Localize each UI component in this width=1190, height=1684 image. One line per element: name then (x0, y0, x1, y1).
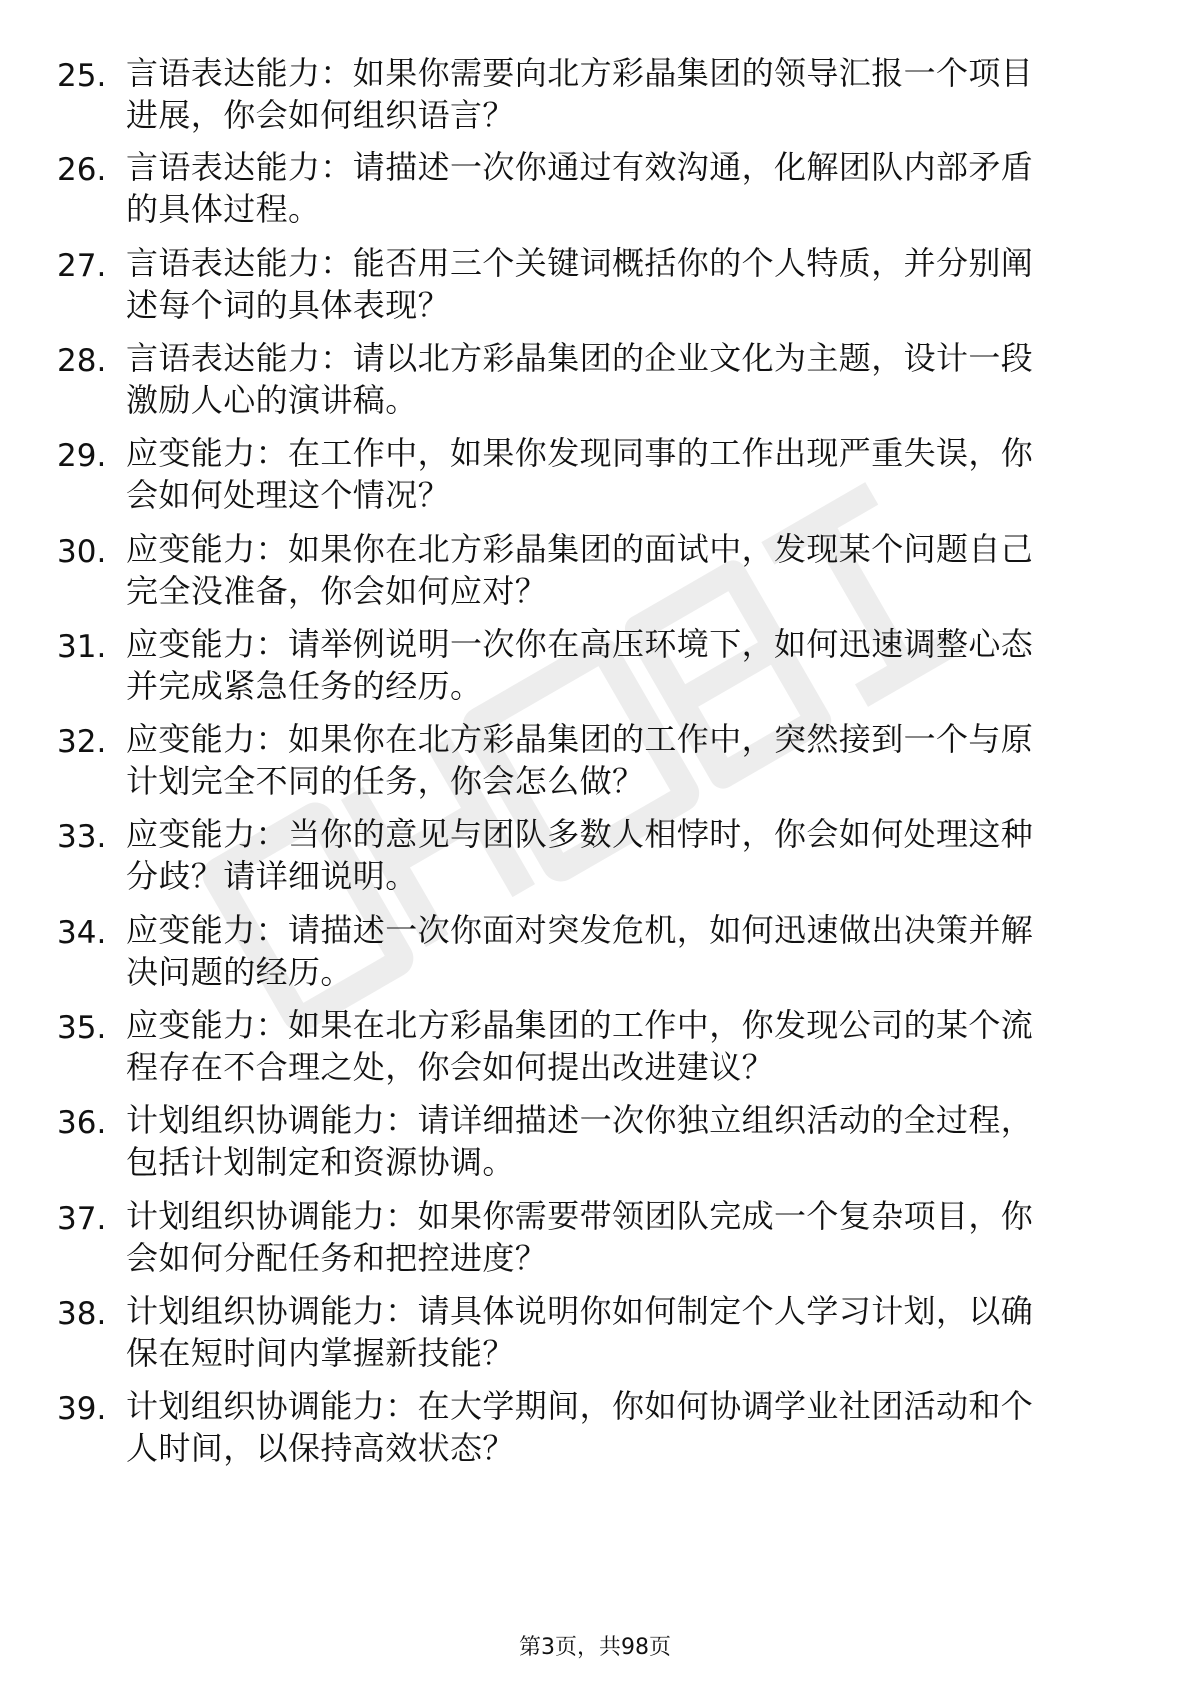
question-number: 31. (57, 629, 107, 665)
page-footer: 第3页，共98页 (519, 1635, 671, 1660)
question-text-line-1: 应变能力：在工作中，如果你发现同事的工作出现严重失误，你 (126, 434, 1034, 472)
question-text-line-1: 计划组织协调能力：请具体说明你如何制定个人学习计划，以确 (126, 1292, 1034, 1330)
question-number: 29. (57, 438, 107, 474)
question-text-line-1: 应变能力：当你的意见与团队多数人相悖时，你会如何处理这种 (126, 815, 1034, 853)
question-item (0, 528, 1190, 618)
question-item (0, 337, 1190, 427)
question-text-line-2: 决问题的经历。 (126, 953, 353, 991)
question-text (126, 623, 1106, 707)
question-text (126, 718, 1106, 802)
question-text-line-1: 应变能力：请举例说明一次你在高压环境下，如何迅速调整心态 (126, 625, 1034, 663)
question-text (126, 337, 1106, 421)
question-text-line-1: 言语表达能力：请以北方彩晶集团的企业文化为主题，设计一段 (126, 339, 1034, 377)
question-number: 25. (57, 58, 107, 94)
question-text-line-1: 应变能力：如果在北方彩晶集团的工作中，你发现公司的某个流 (126, 1006, 1034, 1044)
question-number: 39. (57, 1391, 107, 1427)
question-text-line-2: 的具体过程。 (126, 190, 321, 228)
question-text-line-1: 言语表达能力：能否用三个关键词概括你的个人特质，并分别阐 (126, 244, 1034, 282)
question-item (0, 146, 1190, 236)
question-text-line-2: 程存在不合理之处，你会如何提出改进建议？ (126, 1048, 775, 1086)
question-text-line-2: 包括计划制定和资源协调。 (126, 1143, 515, 1181)
question-number: 34. (57, 915, 107, 951)
question-text (126, 909, 1106, 993)
question-text-line-2: 计划完全不同的任务，你会怎么做？ (126, 762, 645, 800)
question-text-line-1: 应变能力：请描述一次你面对突发危机，如何迅速做出决策并解 (126, 911, 1034, 949)
question-number: 35. (57, 1010, 107, 1046)
question-item (0, 623, 1190, 713)
question-item (0, 1195, 1190, 1285)
question-number: 32. (57, 724, 107, 760)
question-number: 37. (57, 1201, 107, 1237)
question-number: 30. (57, 534, 107, 570)
question-text-line-2: 述每个词的具体表现？ (126, 286, 451, 324)
question-item (0, 813, 1190, 903)
question-text-line-1: 应变能力：如果你在北方彩晶集团的面试中，发现某个问题自己 (126, 530, 1034, 568)
question-text (126, 1195, 1106, 1279)
question-text (126, 1385, 1106, 1469)
question-item (0, 1004, 1190, 1094)
question-text-line-1: 应变能力：如果你在北方彩晶集团的工作中，突然接到一个与原 (126, 720, 1034, 758)
question-number: 26. (57, 152, 107, 188)
question-text (126, 1099, 1106, 1183)
question-text (126, 52, 1106, 136)
question-item (0, 909, 1190, 999)
question-text-line-2: 会如何处理这个情况？ (126, 476, 451, 514)
question-text (126, 146, 1106, 230)
question-number: 28. (57, 343, 107, 379)
question-text (126, 242, 1106, 326)
question-item (0, 1290, 1190, 1380)
question-item (0, 242, 1190, 332)
question-text-line-1: 计划组织协调能力：请详细描述一次你独立组织活动的全过程， (126, 1101, 1034, 1139)
question-text-line-1: 计划组织协调能力：在大学期间，你如何协调学业社团活动和个 (126, 1387, 1034, 1425)
question-text-line-2: 会如何分配任务和把控进度？ (126, 1239, 548, 1277)
question-text-line-1: 言语表达能力：如果你需要向北方彩晶集团的领导汇报一个项目 (126, 54, 1034, 92)
question-text-line-2: 保在短时间内掌握新技能？ (126, 1334, 515, 1372)
question-text-line-1: 言语表达能力：请描述一次你通过有效沟通，化解团队内部矛盾 (126, 148, 1034, 186)
question-text (126, 813, 1106, 897)
question-text-line-1: 计划组织协调能力：如果你需要带领团队完成一个复杂项目，你 (126, 1197, 1034, 1235)
question-number: 38. (57, 1296, 107, 1332)
question-text (126, 528, 1106, 612)
question-text (126, 1004, 1106, 1088)
question-text (126, 432, 1106, 516)
question-item (0, 52, 1190, 142)
question-text-line-2: 并完成紧急任务的经历。 (126, 667, 483, 705)
question-item (0, 1385, 1190, 1475)
question-item (0, 1099, 1190, 1189)
question-text-line-2: 完全没准备，你会如何应对？ (126, 572, 548, 610)
question-text-line-2: 激励人心的演讲稿。 (126, 381, 418, 419)
question-number: 36. (57, 1105, 107, 1141)
question-item (0, 718, 1190, 808)
question-number: 33. (57, 819, 107, 855)
question-text (126, 1290, 1106, 1374)
question-text-line-2: 分歧？请详细说明。 (126, 857, 418, 895)
question-item (0, 432, 1190, 522)
question-text-line-2: 进展，你会如何组织语言？ (126, 96, 515, 134)
question-text-line-2: 人时间，以保持高效状态？ (126, 1429, 515, 1467)
question-number: 27. (57, 248, 107, 284)
